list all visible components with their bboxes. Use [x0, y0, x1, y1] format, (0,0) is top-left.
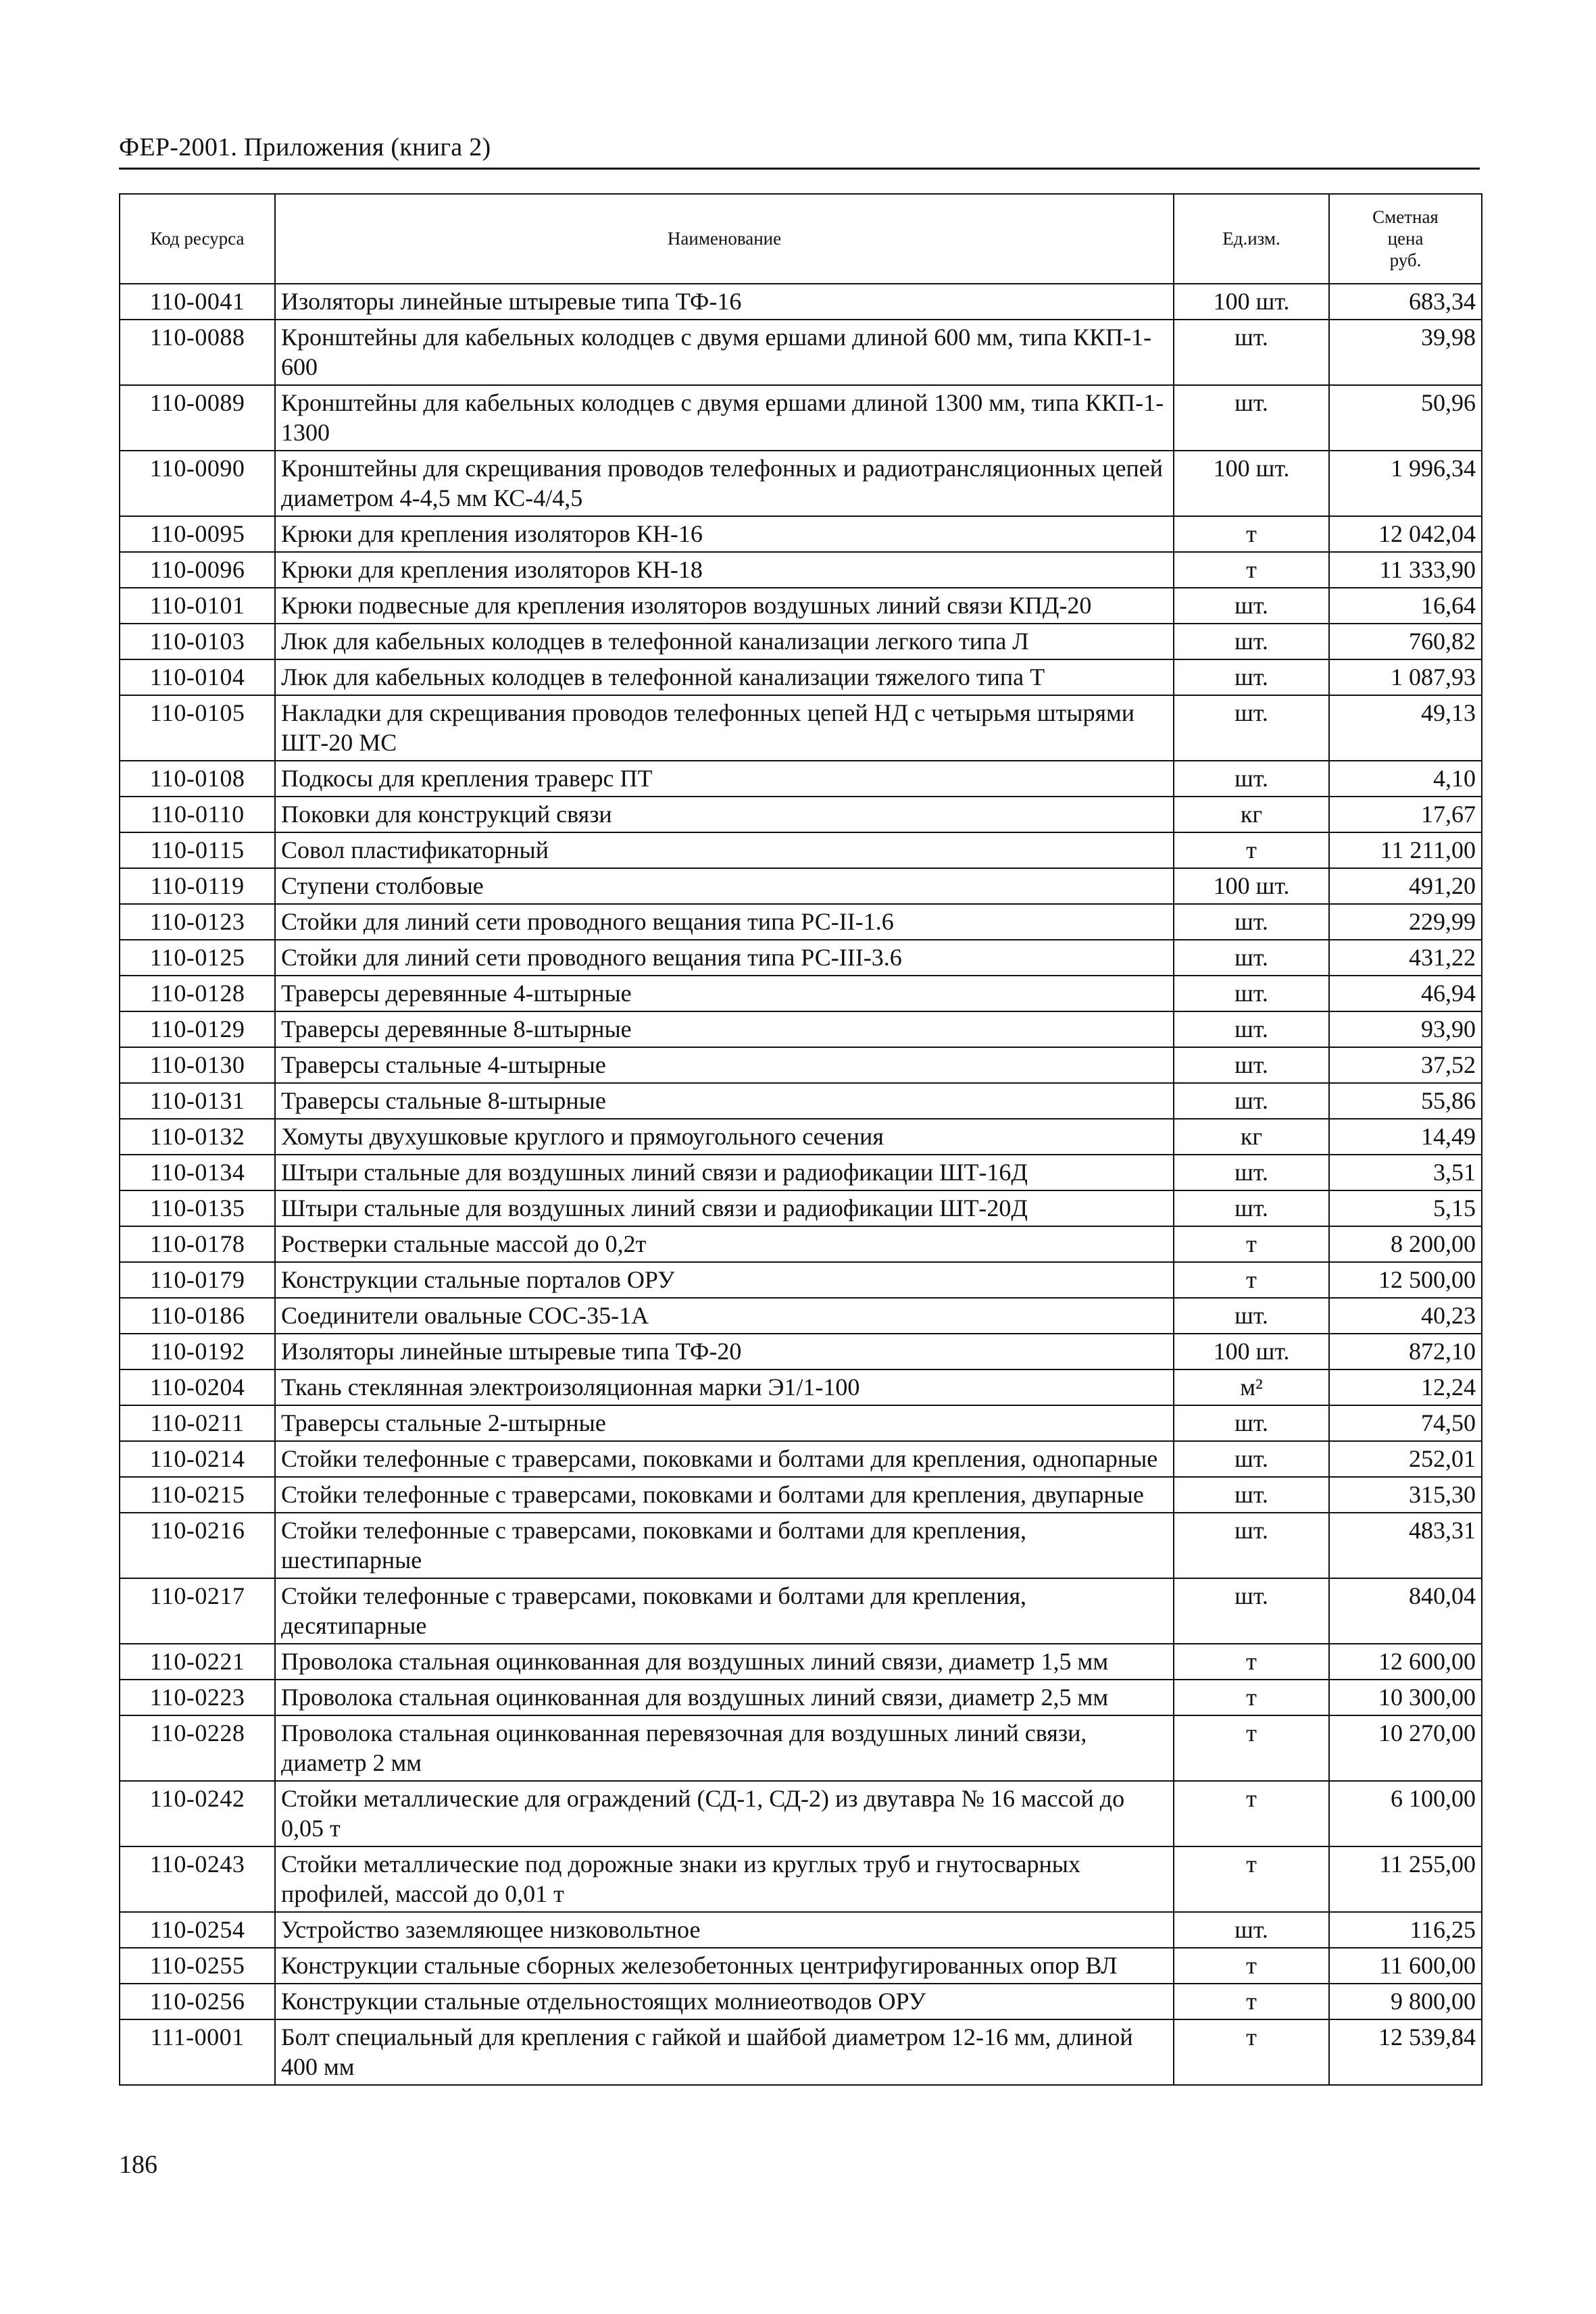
name-cell: Стойки для линий сети проводного вещания типа РС-II-1.6	[275, 904, 1174, 940]
name-cell: Совол пластификаторный	[275, 832, 1174, 868]
code-cell: 110-0103	[120, 624, 275, 659]
name-cell: Конструкции стальные порталов ОРУ	[275, 1262, 1174, 1298]
table-row	[120, 1405, 1482, 1441]
code-cell: 110-0089	[120, 385, 275, 451]
unit-cell: т	[1174, 1846, 1329, 1912]
name-cell: Стойки металлические для ограждений (СД-1, СД-2) из двутавра № 16 массой до 0,05 т	[275, 1781, 1174, 1846]
table-row	[120, 552, 1482, 588]
name-cell: Болт специальный для крепления с гайкой и шайбой диаметром 12-16 мм, длиной 400 мм	[275, 2019, 1174, 2085]
price-cell: 5,15	[1329, 1190, 1482, 1226]
code-cell: 110-0131	[120, 1083, 275, 1119]
unit-cell: шт.	[1174, 588, 1329, 624]
unit-cell: шт.	[1174, 1083, 1329, 1119]
unit-cell: т	[1174, 832, 1329, 868]
unit-cell: шт.	[1174, 1047, 1329, 1083]
table-row	[120, 1047, 1482, 1083]
price-cell: 491,20	[1329, 868, 1482, 904]
table-row	[120, 1513, 1482, 1578]
price-cell: 4,10	[1329, 761, 1482, 797]
code-cell: 110-0128	[120, 976, 275, 1011]
unit-cell: шт.	[1174, 1477, 1329, 1513]
table-row	[120, 320, 1482, 385]
code-cell: 110-0217	[120, 1578, 275, 1644]
code-cell: 110-0186	[120, 1298, 275, 1334]
code-cell: 110-0088	[120, 320, 275, 385]
resource-price-table	[119, 193, 1482, 2086]
table-row	[120, 940, 1482, 976]
price-cell: 49,13	[1329, 695, 1482, 761]
price-cell: 40,23	[1329, 1298, 1482, 1334]
column-header-code: Код ресурса	[120, 194, 275, 284]
unit-cell: шт.	[1174, 976, 1329, 1011]
price-cell: 1 087,93	[1329, 659, 1482, 695]
price-cell: 17,67	[1329, 797, 1482, 832]
table-row	[120, 904, 1482, 940]
name-cell: Стойки телефонные с траверсами, поковками и болтами для крепления, однопарные	[275, 1441, 1174, 1477]
table-row	[120, 1781, 1482, 1846]
unit-cell: т	[1174, 1262, 1329, 1298]
unit-cell: т	[1174, 516, 1329, 552]
unit-cell: шт.	[1174, 1155, 1329, 1190]
unit-cell: шт.	[1174, 1578, 1329, 1644]
name-cell: Хомуты двухушковые круглого и прямоугольного сечения	[275, 1119, 1174, 1155]
code-cell: 110-0096	[120, 552, 275, 588]
price-cell: 46,94	[1329, 976, 1482, 1011]
code-cell: 110-0041	[120, 284, 275, 320]
code-cell: 110-0216	[120, 1513, 275, 1578]
unit-cell: шт.	[1174, 1405, 1329, 1441]
price-cell: 683,34	[1329, 284, 1482, 320]
name-cell: Стойки металлические под дорожные знаки из круглых труб и гнутосварных профилей, массой до 0,01 т	[275, 1846, 1174, 1912]
unit-cell: 100 шт.	[1174, 451, 1329, 516]
table-row	[120, 516, 1482, 552]
name-cell: Стойки телефонные с траверсами, поковками и болтами для крепления, двупарные	[275, 1477, 1174, 1513]
unit-cell: шт.	[1174, 1912, 1329, 1948]
header-rule	[119, 168, 1480, 170]
table-row	[120, 1948, 1482, 1984]
code-cell: 110-0256	[120, 1984, 275, 2019]
unit-cell: кг	[1174, 797, 1329, 832]
name-cell: Накладки для скрещивания проводов телефонных цепей НД с четырьмя штырями ШТ-20 МС	[275, 695, 1174, 761]
price-cell: 11 600,00	[1329, 1948, 1482, 1984]
code-cell: 110-0192	[120, 1334, 275, 1369]
table-row	[120, 2019, 1482, 2085]
price-cell: 315,30	[1329, 1477, 1482, 1513]
table-row	[120, 1984, 1482, 2019]
code-cell: 110-0228	[120, 1715, 275, 1781]
name-cell: Ростверки стальные массой до 0,2т	[275, 1226, 1174, 1262]
name-cell: Проволока стальная оцинкованная для воздушных линий связи, диаметр 2,5 мм	[275, 1680, 1174, 1715]
code-cell: 110-0101	[120, 588, 275, 624]
code-cell: 110-0214	[120, 1441, 275, 1477]
unit-cell: т	[1174, 1715, 1329, 1781]
price-cell: 116,25	[1329, 1912, 1482, 1948]
unit-cell: шт.	[1174, 320, 1329, 385]
code-cell: 110-0243	[120, 1846, 275, 1912]
name-cell: Конструкции стальные сборных железобетонных центрифугированных опор ВЛ	[275, 1948, 1174, 1984]
code-cell: 110-0115	[120, 832, 275, 868]
price-cell: 11 211,00	[1329, 832, 1482, 868]
unit-cell: т	[1174, 1948, 1329, 1984]
name-cell: Траверсы стальные 2-штырные	[275, 1405, 1174, 1441]
code-cell: 111-0001	[120, 2019, 275, 2085]
unit-cell: т	[1174, 1644, 1329, 1680]
table-row	[120, 1369, 1482, 1405]
table-row	[120, 797, 1482, 832]
unit-cell: шт.	[1174, 624, 1329, 659]
unit-cell: т	[1174, 2019, 1329, 2085]
price-cell: 12 500,00	[1329, 1262, 1482, 1298]
table-row	[120, 1262, 1482, 1298]
code-cell: 110-0134	[120, 1155, 275, 1190]
price-cell: 431,22	[1329, 940, 1482, 976]
table-row	[120, 868, 1482, 904]
price-cell: 9 800,00	[1329, 1984, 1482, 2019]
name-cell: Соединители овальные СОС-35-1А	[275, 1298, 1174, 1334]
unit-cell: шт.	[1174, 904, 1329, 940]
table-header-row	[120, 194, 1482, 284]
price-cell: 1 996,34	[1329, 451, 1482, 516]
name-cell: Люк для кабельных колодцев в телефонной канализации тяжелого типа Т	[275, 659, 1174, 695]
unit-cell: т	[1174, 1226, 1329, 1262]
price-cell: 840,04	[1329, 1578, 1482, 1644]
name-cell: Проволока стальная оцинкованная перевязочная для воздушных линий связи, диаметр 2 мм	[275, 1715, 1174, 1781]
table-row	[120, 385, 1482, 451]
name-cell: Подкосы для крепления траверс ПТ	[275, 761, 1174, 797]
price-cell: 252,01	[1329, 1441, 1482, 1477]
table-row	[120, 1578, 1482, 1644]
unit-cell: 100 шт.	[1174, 284, 1329, 320]
unit-cell: 100 шт.	[1174, 868, 1329, 904]
table-row	[120, 1680, 1482, 1715]
table-row	[120, 624, 1482, 659]
code-cell: 110-0204	[120, 1369, 275, 1405]
unit-cell: шт.	[1174, 385, 1329, 451]
table-row	[120, 659, 1482, 695]
code-cell: 110-0254	[120, 1912, 275, 1948]
page-number: 186	[119, 2150, 157, 2179]
code-cell: 110-0178	[120, 1226, 275, 1262]
table-row	[120, 1155, 1482, 1190]
name-cell: Стойки для линий сети проводного вещания типа РС-III-3.6	[275, 940, 1174, 976]
price-cell: 760,82	[1329, 624, 1482, 659]
unit-cell: шт.	[1174, 659, 1329, 695]
table-row	[120, 1190, 1482, 1226]
table-row	[120, 1083, 1482, 1119]
code-cell: 110-0095	[120, 516, 275, 552]
name-cell: Ступени столбовые	[275, 868, 1174, 904]
name-cell: Конструкции стальные отдельностоящих молниеотводов ОРУ	[275, 1984, 1174, 2019]
code-cell: 110-0242	[120, 1781, 275, 1846]
table-body	[120, 284, 1482, 2085]
name-cell: Стойки телефонные с траверсами, поковками и болтами для крепления, шестипарные	[275, 1513, 1174, 1578]
table-row	[120, 976, 1482, 1011]
unit-cell: м²	[1174, 1369, 1329, 1405]
table-row	[120, 1441, 1482, 1477]
table-row	[120, 1226, 1482, 1262]
price-cell: 12,24	[1329, 1369, 1482, 1405]
price-cell: 6 100,00	[1329, 1781, 1482, 1846]
name-cell: Устройство заземляющее низковольтное	[275, 1912, 1174, 1948]
price-cell: 483,31	[1329, 1513, 1482, 1578]
name-cell: Изоляторы линейные штыревые типа ТФ-16	[275, 284, 1174, 320]
unit-cell: т	[1174, 1680, 1329, 1715]
column-header-price	[1329, 194, 1482, 284]
price-cell: 3,51	[1329, 1155, 1482, 1190]
code-cell: 110-0221	[120, 1644, 275, 1680]
name-cell: Люк для кабельных колодцев в телефонной канализации легкого типа Л	[275, 624, 1174, 659]
price-cell: 39,98	[1329, 320, 1482, 385]
code-cell: 110-0255	[120, 1948, 275, 1984]
table-row	[120, 1644, 1482, 1680]
name-cell: Траверсы деревянные 8-штырные	[275, 1011, 1174, 1047]
price-cell: 37,52	[1329, 1047, 1482, 1083]
code-cell: 110-0119	[120, 868, 275, 904]
unit-cell: т	[1174, 552, 1329, 588]
table-row	[120, 1298, 1482, 1334]
table-row	[120, 1119, 1482, 1155]
price-cell: 10 270,00	[1329, 1715, 1482, 1781]
table-row	[120, 1912, 1482, 1948]
table-row	[120, 284, 1482, 320]
name-cell: Стойки телефонные с траверсами, поковками и болтами для крепления, десятипарные	[275, 1578, 1174, 1644]
price-cell: 55,86	[1329, 1083, 1482, 1119]
table-row	[120, 588, 1482, 624]
code-cell: 110-0104	[120, 659, 275, 695]
price-cell: 14,49	[1329, 1119, 1482, 1155]
name-cell: Штыри стальные для воздушных линий связи и радиофикации ШТ-16Д	[275, 1155, 1174, 1190]
price-cell: 229,99	[1329, 904, 1482, 940]
unit-cell: 100 шт.	[1174, 1334, 1329, 1369]
code-cell: 110-0105	[120, 695, 275, 761]
code-cell: 110-0223	[120, 1680, 275, 1715]
name-cell: Траверсы стальные 8-штырные	[275, 1083, 1174, 1119]
price-cell: 12 042,04	[1329, 516, 1482, 552]
name-cell: Крюки для крепления изоляторов КН-18	[275, 552, 1174, 588]
unit-cell: т	[1174, 1984, 1329, 2019]
table-row	[120, 1846, 1482, 1912]
code-cell: 110-0129	[120, 1011, 275, 1047]
table-row	[120, 832, 1482, 868]
name-cell: Кронштейны для кабельных колодцев с двумя ершами длиной 600 мм, типа ККП-1-600	[275, 320, 1174, 385]
name-cell: Поковки для конструкций связи	[275, 797, 1174, 832]
name-cell: Штыри стальные для воздушных линий связи и радиофикации ШТ-20Д	[275, 1190, 1174, 1226]
price-cell: 10 300,00	[1329, 1680, 1482, 1715]
name-cell: Траверсы деревянные 4-штырные	[275, 976, 1174, 1011]
code-cell: 110-0211	[120, 1405, 275, 1441]
code-cell: 110-0125	[120, 940, 275, 976]
name-cell: Крюки подвесные для крепления изоляторов воздушных линий связи КПД-20	[275, 588, 1174, 624]
unit-cell: шт.	[1174, 1011, 1329, 1047]
table-row	[120, 451, 1482, 516]
table-row	[120, 1477, 1482, 1513]
unit-cell: шт.	[1174, 1190, 1329, 1226]
code-cell: 110-0130	[120, 1047, 275, 1083]
price-cell: 11 255,00	[1329, 1846, 1482, 1912]
document-header-title: ФЕР-2001. Приложения (книга 2)	[119, 133, 491, 161]
table-row	[120, 761, 1482, 797]
price-cell: 74,50	[1329, 1405, 1482, 1441]
code-cell: 110-0215	[120, 1477, 275, 1513]
column-header-price-line2: цена	[1387, 228, 1424, 249]
unit-cell: т	[1174, 1781, 1329, 1846]
price-cell: 11 333,90	[1329, 552, 1482, 588]
column-header-name: Наименование	[275, 194, 1174, 284]
code-cell: 110-0132	[120, 1119, 275, 1155]
name-cell: Изоляторы линейные штыревые типа ТФ-20	[275, 1334, 1174, 1369]
name-cell: Кронштейны для скрещивания проводов телефонных и радиотрансляционных цепей диаметром 4-4,5 мм КС-4/4,5	[275, 451, 1174, 516]
unit-cell: шт.	[1174, 695, 1329, 761]
column-header-price-line3: руб.	[1389, 250, 1422, 270]
name-cell: Крюки для крепления изоляторов КН-16	[275, 516, 1174, 552]
column-header-unit: Ед.изм.	[1174, 194, 1329, 284]
name-cell: Траверсы стальные 4-штырные	[275, 1047, 1174, 1083]
table-row	[120, 695, 1482, 761]
price-cell: 50,96	[1329, 385, 1482, 451]
code-cell: 110-0108	[120, 761, 275, 797]
table-row	[120, 1011, 1482, 1047]
code-cell: 110-0110	[120, 797, 275, 832]
price-cell: 93,90	[1329, 1011, 1482, 1047]
name-cell: Кронштейны для кабельных колодцев с двумя ершами длиной 1300 мм, типа ККП-1-1300	[275, 385, 1174, 451]
code-cell: 110-0123	[120, 904, 275, 940]
price-cell: 12 539,84	[1329, 2019, 1482, 2085]
unit-cell: кг	[1174, 1119, 1329, 1155]
price-cell: 12 600,00	[1329, 1644, 1482, 1680]
code-cell: 110-0090	[120, 451, 275, 516]
unit-cell: шт.	[1174, 761, 1329, 797]
unit-cell: шт.	[1174, 940, 1329, 976]
unit-cell: шт.	[1174, 1298, 1329, 1334]
table-row	[120, 1715, 1482, 1781]
unit-cell: шт.	[1174, 1513, 1329, 1578]
price-cell: 8 200,00	[1329, 1226, 1482, 1262]
name-cell: Проволока стальная оцинкованная для воздушных линий связи, диаметр 1,5 мм	[275, 1644, 1174, 1680]
table-row	[120, 1334, 1482, 1369]
column-header-price-line1: Сметная	[1372, 207, 1439, 227]
unit-cell: шт.	[1174, 1441, 1329, 1477]
code-cell: 110-0135	[120, 1190, 275, 1226]
price-cell: 16,64	[1329, 588, 1482, 624]
price-cell: 872,10	[1329, 1334, 1482, 1369]
name-cell: Ткань стеклянная электроизоляционная марки Э1/1-100	[275, 1369, 1174, 1405]
code-cell: 110-0179	[120, 1262, 275, 1298]
